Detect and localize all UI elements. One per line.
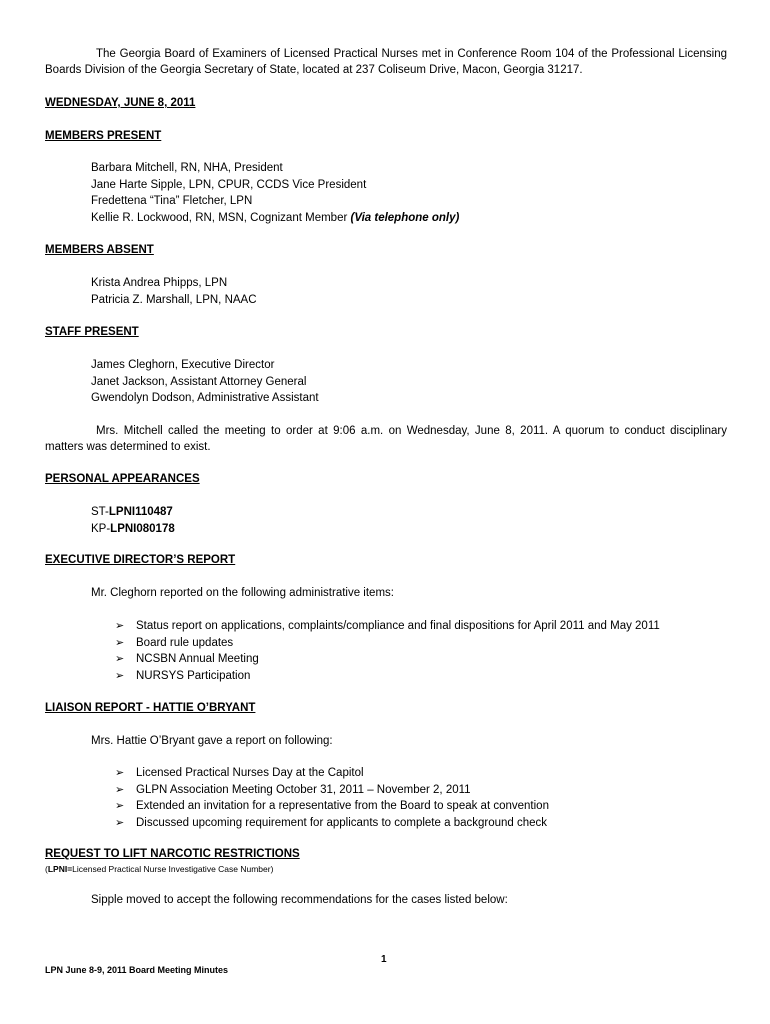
staff-item: Janet Jackson, Assistant Attorney General xyxy=(91,375,307,388)
liaison-report-intro: Mrs. Hattie O’Bryant gave a report on following: xyxy=(91,735,333,747)
intro-paragraph: The Georgia Board of Examiners of Licensed Practical Nurses met in Conference Room 104 of the Professional Licensing Boards Division of the Georgia Secretary of State, located at 237 Coliseum Drive, Macon, Georgia 31217. xyxy=(45,48,727,76)
telephone-note: (Via telephone only) xyxy=(350,211,460,224)
list-item: ➢ Discussed upcoming requirement for applicants to complete a background check xyxy=(115,815,549,832)
case-item: ST-LPNI110487 xyxy=(91,506,173,518)
members-present-list xyxy=(91,160,459,226)
liaison-report-bullets xyxy=(115,765,549,831)
list-item: ➢ Licensed Practical Nurses Day at the Capitol xyxy=(115,765,549,782)
staff-present-heading: STAFF PRESENT xyxy=(45,326,139,338)
personal-appearances-list xyxy=(91,504,175,537)
member-present-item: Kellie R. Lockwood, RN, MSN, Cognizant Member (Via telephone only) xyxy=(91,211,460,224)
member-present-item: Jane Harte Sipple, LPN, CPUR, CCDS Vice President xyxy=(91,178,367,191)
arrow-bullet-icon: ➢ xyxy=(115,767,125,779)
member-present-item: Fredettena “Tina” Fletcher, LPN xyxy=(91,195,253,207)
staff-item: James Cleghorn, Executive Director xyxy=(91,359,275,371)
page-number: 1 xyxy=(381,954,387,965)
call-to-order-paragraph: Mrs. Mitchell called the meeting to order at 9:06 a.m. on Wednesday, June 8, 2011. A quorum to conduct disciplinary matters was determined to exist. xyxy=(45,425,727,453)
list-item: ➢ NURSYS Participation xyxy=(115,668,660,685)
staff-item: Gwendolyn Dodson, Administrative Assistant xyxy=(91,392,319,404)
list-item: ➢ NCSBN Annual Meeting xyxy=(115,651,660,668)
list-item: ➢ Board rule updates xyxy=(115,635,660,652)
staff-present-list xyxy=(91,357,319,407)
member-present-item: Barbara Mitchell, RN, NHA, President xyxy=(91,162,283,174)
member-absent-item: Patricia Z. Marshall, LPN, NAAC xyxy=(91,293,257,306)
list-item: ➢ GLPN Association Meeting October 31, 2011 – November 2, 2011 xyxy=(115,782,549,799)
executive-report-intro: Mr. Cleghorn reported on the following administrative items: xyxy=(91,587,394,599)
document-footer: LPN June 8-9, 2011 Board Meeting Minutes xyxy=(45,965,229,975)
members-absent-heading: MEMBERS ABSENT xyxy=(45,244,154,256)
arrow-bullet-icon: ➢ xyxy=(115,800,125,812)
date-heading: WEDNESDAY, JUNE 8, 2011 xyxy=(45,97,196,109)
personal-appearances-heading: PERSONAL APPEARANCES xyxy=(45,473,200,485)
arrow-bullet-icon: ➢ xyxy=(115,669,125,682)
members-present-heading: MEMBERS PRESENT xyxy=(45,130,162,142)
liaison-report-heading: LIAISON REPORT - HATTIE O’BRYANT xyxy=(45,702,256,714)
case-item: KP-LPNI080178 xyxy=(91,522,175,535)
narcotic-heading: REQUEST TO LIFT NARCOTIC RESTRICTIONS xyxy=(45,848,300,860)
arrow-bullet-icon: ➢ xyxy=(115,620,125,632)
arrow-bullet-icon: ➢ xyxy=(115,816,125,829)
narcotic-motion: Sipple moved to accept the following recommendations for the cases listed below: xyxy=(91,894,508,906)
member-absent-item: Krista Andrea Phipps, LPN xyxy=(91,277,228,289)
list-item: ➢ Status report on applications, complaints/compliance and final dispositions for April 2011 and May 2011 xyxy=(115,618,660,635)
executive-report-heading: EXECUTIVE DIRECTOR’S REPORT xyxy=(45,554,236,566)
arrow-bullet-icon: ➢ xyxy=(115,783,125,796)
members-absent-list xyxy=(91,275,257,308)
lpni-note: (LPNI=Licensed Practical Nurse Investigative Case Number) xyxy=(45,864,274,874)
list-item: ➢ Extended an invitation for a representative from the Board to speak at convention xyxy=(115,798,549,815)
executive-report-bullets xyxy=(115,618,660,684)
arrow-bullet-icon: ➢ xyxy=(115,636,125,649)
arrow-bullet-icon: ➢ xyxy=(115,653,125,665)
